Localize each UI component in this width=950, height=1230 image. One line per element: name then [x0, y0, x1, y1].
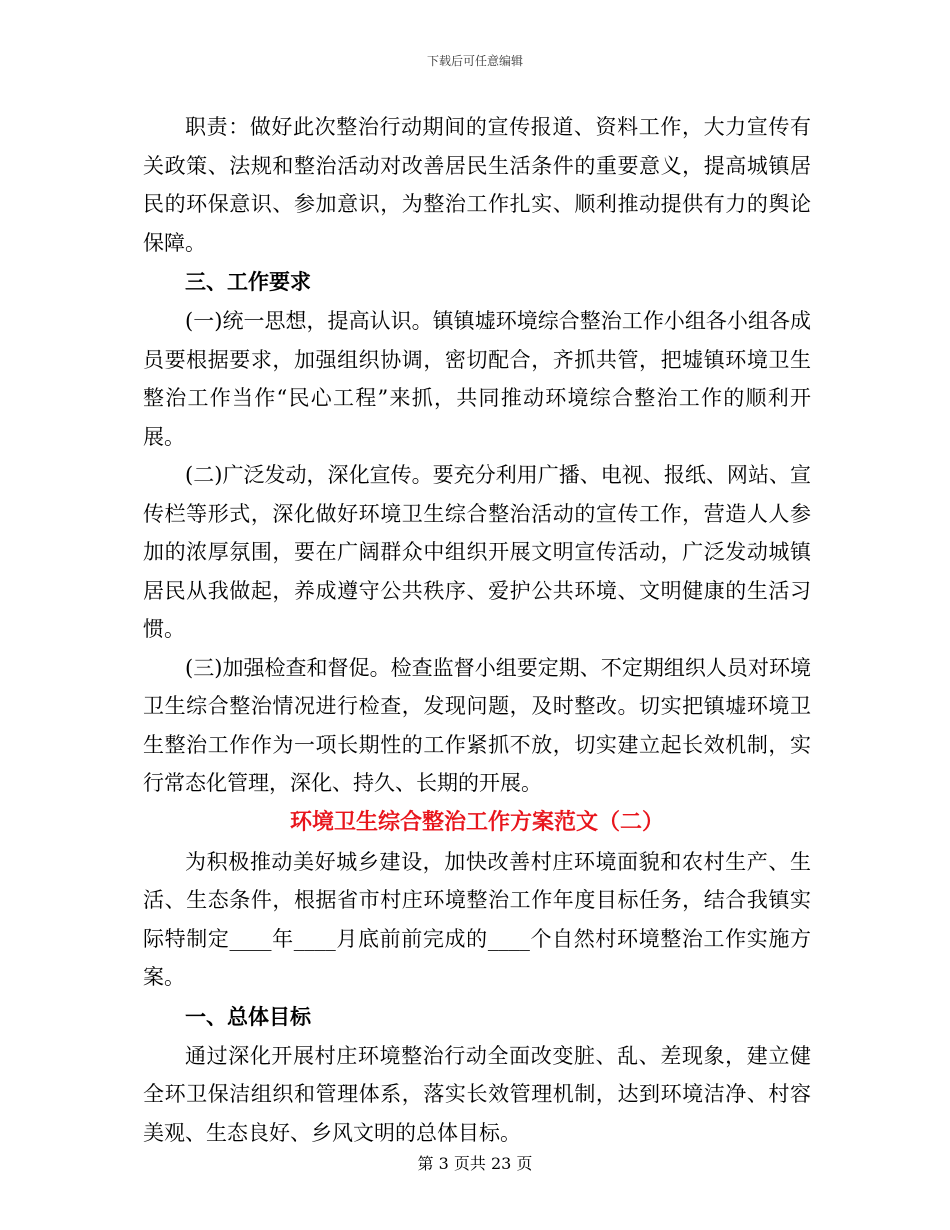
document-body — [143, 108, 811, 1152]
document-title: 环境卫生综合整治工作方案范文（二） — [289, 809, 664, 835]
page-number: 第 3 页共 23 页 — [417, 1154, 533, 1173]
section-heading-work-requirements: 三、工作要求 — [185, 270, 311, 294]
paragraph-intro: 为积极推动美好城乡建设，加快改善村庄环境面貌和农村生产、生活、生态条件，根据省市村庄环境整治工作年度目标任务，结合我镇实际特制定____年____月底前前完成的____个自然村环境整治工作实施方案。 — [143, 849, 811, 989]
paragraph-duties: 职责：做好此次整治行动期间的宣传报道、资料工作，大力宣传有关政策、法规和整治活动对改善居民生活条件的重要意义，提高城镇居民的环保意识、参加意识，为整治工作扎实、顺利推动提供有力的舆论保障。 — [143, 115, 811, 255]
paragraph-publicity: (二)广泛发动，深化宣传。要充分利用广播、电视、报纸、网站、宣传栏等形式，深化做好环境卫生综合整治活动的宣传工作，营造人人参加的浓厚氛围，要在广阔群众中组织开展文明宣传活动，广泛发动城镇居民从我做起，养成遵守公共秩序、爱护公共环境、文明健康的生活习惯。 — [143, 463, 811, 641]
page-header: 下载后可任意编辑 — [426, 54, 523, 68]
paragraph-unify-thinking: (一)统一思想，提高认识。镇镇墟环境综合整治工作小组各小组各成员要根据要求，加强组织协调，密切配合，齐抓共管，把墟镇环境卫生整治工作当作“民心工程”来抓，共同推动环境综合整治工作的顺利开展。 — [143, 309, 811, 449]
paragraph-inspection: (三)加强检查和督促。检查监督小组要定期、不定期组织人员对环境卫生综合整治情况进行检查，发现问题，及时整改。切实把镇墟环境卫生整治工作作为一项长期性的工作紧抓不放，切实建立起长效机制，实行常态化管理，深化、持久、长期的开展。 — [143, 655, 811, 795]
section-heading-overall-goal: 一、总体目标 — [185, 1004, 311, 1029]
paragraph-goal: 通过深化开展村庄环境整治行动全面改变脏、乱、差现象，建立健全环卫保洁组织和管理体系，落实长效管理机制，达到环境洁净、村容美观、生态良好、乡风文明的总体目标。 — [143, 1043, 811, 1145]
